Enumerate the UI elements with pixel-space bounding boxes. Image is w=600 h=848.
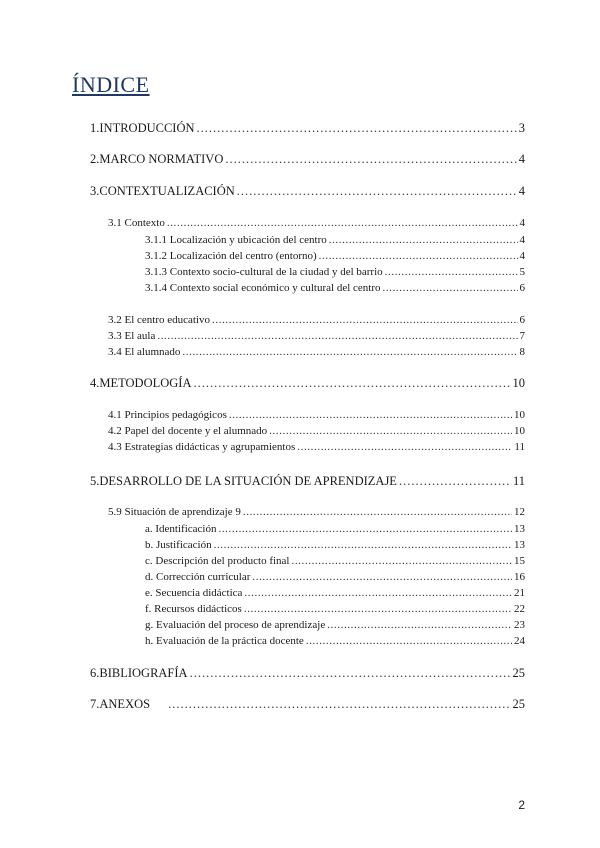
toc-entry-label: 3.4 El alumnado — [108, 346, 181, 358]
toc-entry-page: 25 — [512, 697, 525, 711]
toc-entry-label: a. Identificación — [145, 523, 217, 535]
toc-leader-dots — [225, 152, 516, 167]
toc-entry-3-1[interactable] — [108, 217, 525, 229]
toc-entry-b[interactable] — [145, 539, 525, 551]
toc-entry-introduccion[interactable] — [90, 121, 525, 136]
toc-entry-page: 4 — [518, 184, 525, 198]
toc-entry-number: 2. — [90, 152, 100, 166]
toc-leader-dots — [214, 539, 512, 551]
toc-entry-label: CONTEXTUALIZACIÓN — [99, 184, 235, 198]
toc-entry-page: 25 — [512, 666, 525, 680]
toc-entry-label: c. Descripción del producto final — [145, 555, 290, 567]
toc-entry-page: 5 — [519, 266, 525, 278]
toc-entry-page: 4 — [519, 217, 525, 229]
toc-entry-page: 24 — [514, 635, 525, 647]
toc-entry-page: 4 — [519, 234, 525, 246]
toc-entry-f[interactable] — [145, 603, 525, 615]
toc-entry-number: 6. — [90, 666, 100, 680]
toc-entry-a[interactable] — [145, 523, 525, 535]
toc-entry-page: 6 — [519, 282, 525, 294]
toc-entry-label: 3.1.4 Contexto social económico y cultural del centro — [145, 282, 381, 294]
toc-leader-dots — [399, 474, 511, 489]
toc-entry-4-2[interactable] — [108, 425, 525, 437]
toc-leader-dots — [319, 250, 518, 262]
toc-entry-marco-normativo[interactable] — [90, 152, 525, 167]
toc-entry-page: 10 — [514, 425, 525, 437]
toc-entry-label: g. Evaluación del proceso de aprendizaje — [145, 619, 326, 631]
toc-entry-bibliografia[interactable] — [90, 666, 525, 681]
toc-entry-g[interactable] — [145, 619, 525, 631]
toc-entry-desarrollo[interactable] — [90, 474, 525, 489]
toc-entry-page: 22 — [514, 603, 525, 615]
toc-entry-page: 21 — [514, 587, 525, 599]
toc-entry-page: 13 — [514, 539, 525, 551]
toc-leader-dots — [237, 184, 517, 199]
toc-leader-dots — [291, 555, 512, 567]
toc-entry-page: 4 — [519, 250, 525, 262]
toc-entry-label: ANEXOS — [99, 697, 151, 711]
toc-entry-label: 3.3 El aula — [108, 330, 156, 342]
toc-entry-label: 4.2 Papel del docente y el alumnado — [108, 425, 268, 437]
toc-entry-number: 1. — [90, 121, 100, 135]
toc-entry-page: 23 — [514, 619, 525, 631]
toc-entry-label: e. Secuencia didáctica — [145, 587, 243, 599]
toc-entry-page: 15 — [514, 555, 525, 567]
toc-entry-page: 16 — [514, 571, 525, 583]
toc-entry-label: 4.3 Estrategias didácticas y agrupamientos — [108, 441, 296, 453]
toc-leader-dots — [243, 506, 512, 518]
toc-entry-page: 4 — [518, 152, 525, 166]
toc-entry-metodologia[interactable] — [90, 376, 525, 391]
toc-entry-page: 10 — [512, 376, 525, 390]
toc-entry-3-1-3[interactable] — [145, 266, 525, 278]
toc-entry-3-2[interactable] — [108, 314, 525, 326]
toc-leader-dots — [182, 346, 517, 358]
toc-entry-page: 11 — [512, 474, 525, 488]
toc-entry-page: 10 — [514, 409, 525, 421]
toc-entry-h[interactable] — [145, 635, 525, 647]
page-number: 2 — [518, 798, 525, 812]
toc-leader-dots — [190, 666, 511, 681]
toc-entry-label: d. Corrección curricular — [145, 571, 251, 583]
toc-entry-label: BIBLIOGRAFÍA — [99, 666, 188, 680]
toc-entry-anexos[interactable] — [90, 697, 525, 712]
toc-leader-dots — [167, 217, 518, 229]
toc-entry-label: INTRODUCCIÓN — [99, 121, 195, 135]
toc-entry-label: f. Recursos didácticos — [145, 603, 242, 615]
toc-entry-label: 3.1.2 Localización del centro (entorno) — [145, 250, 317, 262]
toc-entry-4-3[interactable] — [108, 441, 525, 453]
toc-entry-page: 7 — [519, 330, 525, 342]
toc-entry-5-9[interactable] — [108, 506, 525, 518]
page-title: ÍNDICE — [72, 72, 150, 97]
toc-entry-3-3[interactable] — [108, 330, 525, 342]
toc-entry-3-1-1[interactable] — [145, 234, 525, 246]
toc-entry-page: 11 — [514, 441, 525, 453]
toc-leader-dots — [327, 619, 512, 631]
toc-leader-dots — [229, 409, 512, 421]
toc-entry-number: 5. — [90, 474, 100, 488]
toc-entry-label: DESARROLLO DE LA SITUACIÓN DE APRENDIZAJE — [99, 474, 397, 488]
toc-leader-dots — [244, 603, 512, 615]
toc-entry-page: 12 — [514, 506, 525, 518]
toc-leader-dots — [297, 441, 512, 453]
toc-entry-label: 4.1 Principios pedagógicos — [108, 409, 227, 421]
toc-entry-number: 4. — [90, 376, 100, 390]
toc-leader-dots — [329, 234, 518, 246]
toc-entry-number: 7. — [90, 697, 100, 711]
toc-entry-label: MARCO NORMATIVO — [99, 152, 224, 166]
toc-entry-page: 8 — [519, 346, 525, 358]
toc-entry-e[interactable] — [145, 587, 525, 599]
toc-entry-label: 3.1.3 Contexto socio-cultural de la ciudad y del barrio — [145, 266, 383, 278]
toc-entry-label: 3.1 Contexto — [108, 217, 165, 229]
toc-entry-3-1-4[interactable] — [145, 282, 525, 294]
toc-entry-page: 3 — [518, 121, 525, 135]
toc-leader-dots — [157, 330, 517, 342]
toc-leader-dots — [212, 314, 517, 326]
toc-leader-dots — [244, 587, 512, 599]
toc-entry-page: 6 — [519, 314, 525, 326]
toc-entry-4-1[interactable] — [108, 409, 525, 421]
toc-entry-label: 3.1.1 Localización y ubicación del centro — [145, 234, 327, 246]
toc-leader-dots — [194, 376, 511, 391]
toc-entry-3-4[interactable] — [108, 346, 525, 358]
toc-entry-number: 3. — [90, 184, 100, 198]
toc-leader-dots — [168, 697, 510, 712]
toc-entry-label: h. Evaluación de la práctica docente — [145, 635, 304, 647]
toc-leader-dots — [383, 282, 518, 294]
toc-entry-label: 5.9 Situación de aprendizaje 9 — [108, 506, 241, 518]
toc-entry-d[interactable] — [145, 571, 525, 583]
toc-entry-contextualizacion[interactable] — [90, 184, 525, 199]
toc-entry-label: METODOLOGÍA — [99, 376, 192, 390]
toc-leader-dots — [218, 523, 512, 535]
toc-entry-label: 3.2 El centro educativo — [108, 314, 211, 326]
toc-leader-dots — [269, 425, 512, 437]
toc-entry-c[interactable] — [145, 555, 525, 567]
toc-leader-dots — [252, 571, 512, 583]
toc-entry-page: 13 — [514, 523, 525, 535]
toc-entry-label: b. Justificación — [145, 539, 212, 551]
toc-entry-3-1-2[interactable] — [145, 250, 525, 262]
toc-leader-dots — [197, 121, 517, 136]
toc-leader-dots — [385, 266, 518, 278]
toc-leader-dots — [306, 635, 512, 647]
